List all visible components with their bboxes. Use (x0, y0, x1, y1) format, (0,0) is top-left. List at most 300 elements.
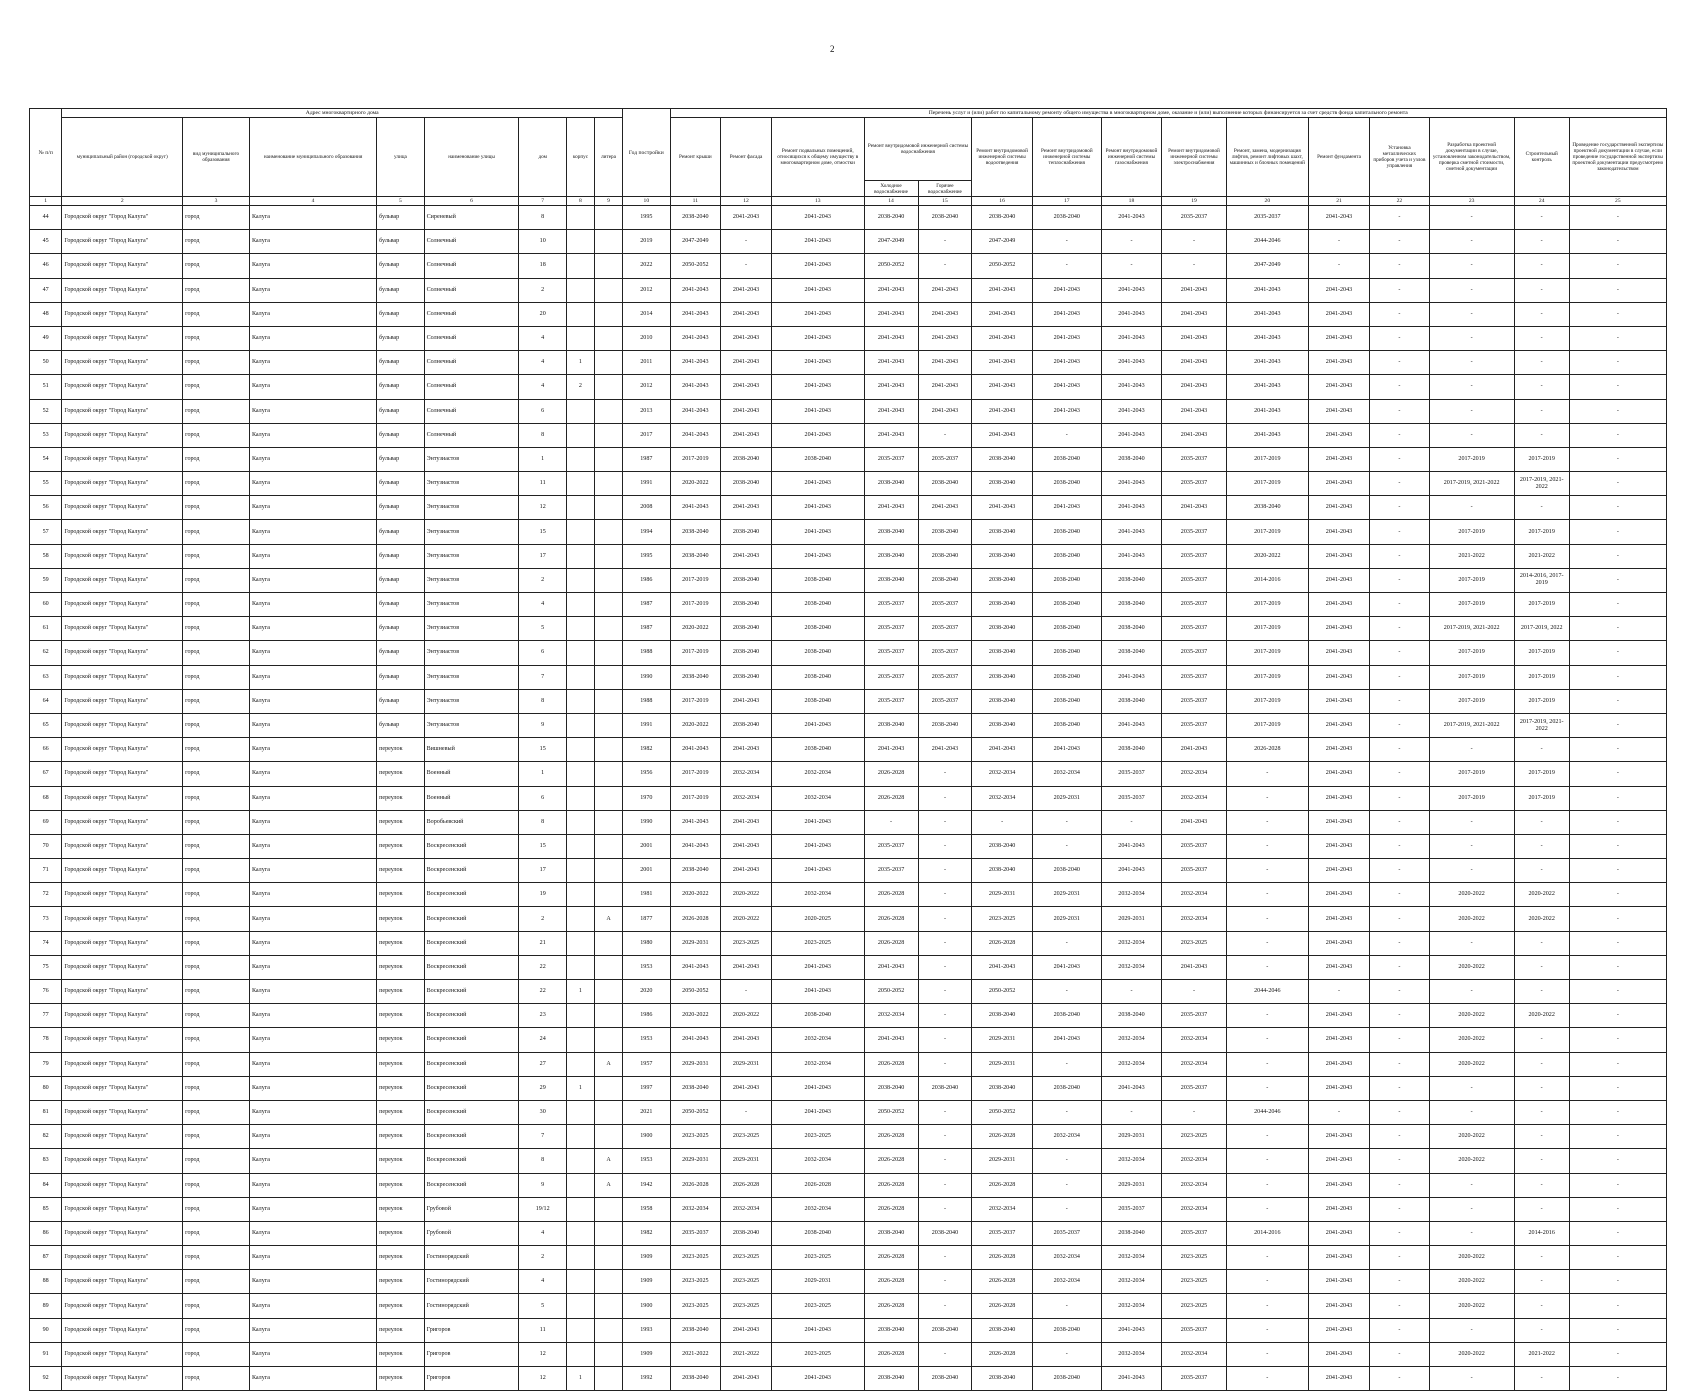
table-cell: - (1514, 351, 1569, 375)
table-cell (594, 544, 622, 568)
table-cell: 5 (519, 617, 566, 641)
table-cell: Солнечный (424, 326, 519, 350)
column-number: 25 (1569, 197, 1666, 206)
table-cell: - (918, 1294, 972, 1318)
table-cell (566, 1100, 594, 1124)
table-cell: 2038-2040 (721, 1221, 772, 1245)
table-cell: - (1226, 834, 1308, 858)
table-cell: 2035-2037 (1162, 593, 1227, 617)
table-cell: 1994 (623, 520, 670, 544)
header-supervision: Строительный контроль (1514, 118, 1569, 197)
table-cell: 2041-2043 (1032, 278, 1101, 302)
table-cell: - (918, 834, 972, 858)
table-cell: - (1370, 568, 1429, 592)
table-cell: А (594, 907, 622, 931)
table-cell (566, 955, 594, 979)
table-cell: Городской округ "Город Калуга" (62, 1294, 183, 1318)
table-cell: Военный (424, 786, 519, 810)
table-cell: 2041-2043 (918, 351, 972, 375)
table-cell: - (1226, 955, 1308, 979)
table-cell: город (183, 883, 250, 907)
table-cell: Энтузиастов (424, 568, 519, 592)
table-cell: 2023-2025 (670, 1125, 721, 1149)
table-cell: - (918, 980, 972, 1004)
header-house: дом (519, 118, 566, 197)
table-cell: - (1569, 1342, 1666, 1366)
table-row (30, 1028, 1667, 1052)
table-cell (594, 665, 622, 689)
table-cell: 2041-2043 (721, 1367, 772, 1391)
table-cell: - (1429, 399, 1514, 423)
table-cell: 2041-2043 (972, 326, 1032, 350)
table-cell: 70 (30, 834, 62, 858)
table-cell: 2041-2043 (1308, 859, 1369, 883)
table-cell: 2041-2043 (1308, 206, 1369, 230)
table-cell: 2029-2031 (670, 1149, 721, 1173)
table-cell: 2032-2034 (1162, 1197, 1227, 1221)
column-number: 15 (918, 197, 972, 206)
table-cell: 2041-2043 (864, 496, 918, 520)
table-cell: - (1569, 254, 1666, 278)
table-cell: переулок (377, 786, 424, 810)
table-cell: - (1370, 859, 1429, 883)
table-cell: 2041-2043 (1308, 375, 1369, 399)
table-cell: - (1514, 423, 1569, 447)
table-cell (566, 859, 594, 883)
table-cell: - (918, 1028, 972, 1052)
table-cell: 2023-2025 (1162, 1294, 1227, 1318)
table-cell: 2011 (623, 351, 670, 375)
table-cell: 1953 (623, 1028, 670, 1052)
table-cell (566, 230, 594, 254)
table-cell (566, 278, 594, 302)
table-cell: 2020-2022 (1514, 907, 1569, 931)
table-cell: 2023-2025 (1162, 931, 1227, 955)
table-row (30, 399, 1667, 423)
table-cell: 1900 (623, 1294, 670, 1318)
table-cell: Энтузиастов (424, 447, 519, 471)
table-cell: Воскресенский (424, 1125, 519, 1149)
table-cell: 2026-2028 (972, 1125, 1032, 1149)
table-cell: 2041-2043 (864, 351, 918, 375)
table-cell: 2038-2040 (972, 472, 1032, 496)
table-cell: - (1569, 1173, 1666, 1197)
table-cell: - (1032, 1294, 1101, 1318)
table-cell: 2026-2028 (864, 762, 918, 786)
table-cell: Калуга (249, 206, 376, 230)
table-cell (594, 1367, 622, 1391)
table-cell: 2038-2040 (1032, 1076, 1101, 1100)
table-cell: - (1370, 689, 1429, 713)
table-cell: 2038-2040 (771, 689, 864, 713)
table-cell: - (918, 1004, 972, 1028)
table-cell: Городской округ "Город Калуга" (62, 1367, 183, 1391)
column-number: 6 (424, 197, 519, 206)
table-cell: Энтузиастов (424, 496, 519, 520)
table-cell: - (1226, 786, 1308, 810)
table-cell: - (1429, 351, 1514, 375)
table-cell: 22 (519, 955, 566, 979)
table-cell: бульвар (377, 520, 424, 544)
table-row (30, 980, 1667, 1004)
table-cell: Городской округ "Город Калуга" (62, 665, 183, 689)
table-cell: 2041-2043 (1308, 1149, 1369, 1173)
table-cell: 2029-2031 (721, 1149, 772, 1173)
table-cell (566, 1318, 594, 1342)
table-cell: 4 (519, 593, 566, 617)
table-cell: 77 (30, 1004, 62, 1028)
table-row (30, 738, 1667, 762)
table-cell: город (183, 520, 250, 544)
table-cell: - (1569, 302, 1666, 326)
table-cell: 2038-2040 (972, 834, 1032, 858)
table-cell: 2017-2019 (1514, 786, 1569, 810)
table-cell: 2026-2028 (721, 1173, 772, 1197)
table-cell: Калуга (249, 423, 376, 447)
table-cell: - (918, 1149, 972, 1173)
table-cell: - (1514, 496, 1569, 520)
table-cell: 2020-2022 (1514, 1004, 1569, 1028)
table-cell: переулок (377, 1197, 424, 1221)
table-cell: А (594, 1052, 622, 1076)
table-cell: - (1101, 980, 1161, 1004)
table-cell: - (972, 810, 1032, 834)
table-cell: 1 (566, 1367, 594, 1391)
table-cell: 2041-2043 (1308, 931, 1369, 955)
table-cell: Воскресенский (424, 980, 519, 1004)
table-cell: 2041-2043 (1101, 665, 1161, 689)
table-cell: - (1429, 206, 1514, 230)
table-cell: Калуга (249, 883, 376, 907)
table-cell: 2032-2034 (1032, 1246, 1101, 1270)
table-cell: 2026-2028 (864, 1246, 918, 1270)
table-cell (594, 351, 622, 375)
table-cell: 1997 (623, 1076, 670, 1100)
table-cell: 2026-2028 (864, 907, 918, 931)
table-cell: 2032-2034 (1162, 1028, 1227, 1052)
table-cell: 2041-2043 (1308, 1246, 1369, 1270)
table-cell (566, 544, 594, 568)
table-cell: - (1370, 980, 1429, 1004)
table-cell: Энтузиастов (424, 544, 519, 568)
table-cell: 2038-2040 (918, 713, 972, 737)
table-cell: 2032-2034 (1032, 1125, 1101, 1149)
table-cell: переулок (377, 883, 424, 907)
table-cell: А (594, 1173, 622, 1197)
table-cell: 2017 (623, 423, 670, 447)
table-cell (566, 641, 594, 665)
table-cell (566, 1052, 594, 1076)
table-cell: 2041-2043 (1101, 302, 1161, 326)
table-cell: Городской округ "Город Калуга" (62, 278, 183, 302)
table-row (30, 278, 1667, 302)
table-cell: 2041-2043 (864, 326, 918, 350)
table-cell: - (1370, 931, 1429, 955)
table-cell: 2035-2037 (1162, 1221, 1227, 1245)
table-cell: 2032-2034 (1032, 762, 1101, 786)
table-cell (594, 617, 622, 641)
table-row (30, 1367, 1667, 1391)
column-number: 18 (1101, 197, 1161, 206)
table-cell: - (1569, 1197, 1666, 1221)
table-cell: бульвар (377, 617, 424, 641)
table-cell: - (1514, 326, 1569, 350)
table-cell: - (1569, 1367, 1666, 1391)
table-cell: 2020-2022 (1429, 1149, 1514, 1173)
table-cell: город (183, 689, 250, 713)
table-cell: 2041-2043 (771, 520, 864, 544)
table-cell: Калуга (249, 1173, 376, 1197)
table-cell: 2035-2037 (1101, 1197, 1161, 1221)
table-cell: Городской округ "Город Калуга" (62, 762, 183, 786)
table-cell: - (1370, 496, 1429, 520)
table-cell: 2041-2043 (1308, 907, 1369, 931)
table-cell: - (1514, 1076, 1569, 1100)
table-cell: Григоров (424, 1367, 519, 1391)
table-cell: - (1429, 1367, 1514, 1391)
table-cell: Воскресенский (424, 1028, 519, 1052)
table-cell: 2023-2025 (771, 1125, 864, 1149)
table-cell: - (1429, 738, 1514, 762)
table-cell: - (1569, 713, 1666, 737)
table-cell: - (1569, 375, 1666, 399)
table-cell (594, 399, 622, 423)
table-cell: 2026-2028 (972, 1270, 1032, 1294)
table-cell: 2041-2043 (1226, 351, 1308, 375)
table-cell: 2041-2043 (1162, 496, 1227, 520)
table-cell (594, 326, 622, 350)
table-cell: 49 (30, 326, 62, 350)
table-cell: - (1514, 1367, 1569, 1391)
table-cell: 2023-2025 (1162, 1270, 1227, 1294)
table-cell: 2026-2028 (670, 907, 721, 931)
table-cell: 2041-2043 (972, 351, 1032, 375)
table-cell: - (1308, 980, 1369, 1004)
table-cell: 2041-2043 (771, 254, 864, 278)
table-cell: 24 (519, 1028, 566, 1052)
table-cell: 1993 (623, 1318, 670, 1342)
table-cell: город (183, 326, 250, 350)
table-cell: 2032-2034 (1101, 883, 1161, 907)
table-cell (566, 302, 594, 326)
table-cell: - (1569, 544, 1666, 568)
table-cell: город (183, 1076, 250, 1100)
table-cell: 2041-2043 (1162, 351, 1227, 375)
table-cell: город (183, 278, 250, 302)
table-cell: - (1226, 1246, 1308, 1270)
table-cell: 1987 (623, 617, 670, 641)
table-cell: Воскресенский (424, 1004, 519, 1028)
table-cell: - (918, 859, 972, 883)
table-cell: 2001 (623, 859, 670, 883)
table-cell: Калуга (249, 326, 376, 350)
table-cell: Городской округ "Город Калуга" (62, 1028, 183, 1052)
table-cell (594, 1028, 622, 1052)
table-cell: 2020-2022 (1429, 1125, 1514, 1149)
table-cell: Городской округ "Город Калуга" (62, 1173, 183, 1197)
table-cell: Городской округ "Город Калуга" (62, 568, 183, 592)
table-cell: 2038-2040 (972, 1004, 1032, 1028)
table-cell: 2032-2034 (1101, 955, 1161, 979)
table-cell: 1988 (623, 689, 670, 713)
table-cell: город (183, 472, 250, 496)
table-cell: 78 (30, 1028, 62, 1052)
table-cell: 11 (519, 1318, 566, 1342)
table-cell: 2020-2022 (1226, 544, 1308, 568)
table-cell: - (1429, 931, 1514, 955)
table-cell: 2041-2043 (864, 399, 918, 423)
table-cell: 2038-2040 (1101, 689, 1161, 713)
table-cell: - (918, 1173, 972, 1197)
table-cell: 1981 (623, 883, 670, 907)
table-cell: город (183, 980, 250, 1004)
table-cell: 2041-2043 (771, 544, 864, 568)
table-cell: 2 (519, 568, 566, 592)
table-row (30, 544, 1667, 568)
table-cell: 1990 (623, 665, 670, 689)
table-cell: 20 (519, 302, 566, 326)
table-cell: 4 (519, 1221, 566, 1245)
table-cell: 2 (566, 375, 594, 399)
table-cell: - (1226, 1149, 1308, 1173)
table-cell: - (1569, 447, 1666, 471)
table-cell: 2023-2025 (670, 1294, 721, 1318)
table-cell: 2041-2043 (771, 278, 864, 302)
table-cell: 51 (30, 375, 62, 399)
table-cell: - (918, 1270, 972, 1294)
table-cell: - (1226, 1076, 1308, 1100)
table-cell: - (1370, 713, 1429, 737)
table-cell: 2020-2025 (771, 907, 864, 931)
table-row (30, 665, 1667, 689)
table-cell: 2038-2040 (771, 568, 864, 592)
table-cell: 2032-2034 (1101, 1294, 1161, 1318)
table-cell: - (1569, 278, 1666, 302)
table-cell: 2041-2043 (1308, 568, 1369, 592)
table-cell: 2026-2028 (972, 1342, 1032, 1366)
table-cell: - (1569, 568, 1666, 592)
table-cell: - (1370, 1270, 1429, 1294)
table-cell: 1 (566, 351, 594, 375)
table-cell: 2020-2022 (670, 472, 721, 496)
column-number: 21 (1308, 197, 1369, 206)
table-cell: 2021-2022 (670, 1342, 721, 1366)
table-cell: 2041-2043 (864, 278, 918, 302)
table-cell: Городской округ "Город Калуга" (62, 980, 183, 1004)
table-cell: 2038-2040 (1032, 859, 1101, 883)
table-cell (594, 955, 622, 979)
table-cell: 27 (519, 1052, 566, 1076)
table-cell: 2050-2052 (670, 1100, 721, 1124)
table-cell: Воскресенский (424, 907, 519, 931)
table-cell: - (1569, 907, 1666, 931)
table-cell: переулок (377, 738, 424, 762)
table-row (30, 713, 1667, 737)
table-cell: - (1162, 230, 1227, 254)
table-cell: город (183, 351, 250, 375)
table-cell: - (918, 1125, 972, 1149)
table-cell: - (721, 254, 772, 278)
header-litera: литера (594, 118, 622, 197)
table-cell: Военный (424, 762, 519, 786)
table-cell: 2041-2043 (771, 302, 864, 326)
table-cell: 2041-2043 (1101, 472, 1161, 496)
table-cell: - (1514, 206, 1569, 230)
header-street-type: улица (377, 118, 424, 197)
table-cell: 85 (30, 1197, 62, 1221)
table-cell: 2041-2043 (771, 1076, 864, 1100)
table-cell (594, 641, 622, 665)
table-cell: город (183, 907, 250, 931)
table-cell: 2035-2037 (1162, 472, 1227, 496)
table-cell: 2035-2037 (864, 859, 918, 883)
table-cell: - (1370, 1004, 1429, 1028)
table-cell (594, 230, 622, 254)
table-cell: 2041-2043 (771, 496, 864, 520)
table-cell: 2041-2043 (771, 230, 864, 254)
table-cell: - (1370, 955, 1429, 979)
table-cell: 2032-2034 (771, 786, 864, 810)
table-cell: 2014 (623, 302, 670, 326)
table-cell: Городской округ "Город Калуга" (62, 617, 183, 641)
table-cell: 2029-2031 (972, 1149, 1032, 1173)
table-cell: 2035-2037 (670, 1221, 721, 1245)
table-cell: - (1226, 1028, 1308, 1052)
table-cell (594, 568, 622, 592)
table-cell: 2035-2037 (1162, 713, 1227, 737)
table-cell: 9 (519, 1173, 566, 1197)
table-cell: 2041-2043 (1308, 423, 1369, 447)
table-cell: Воскресенский (424, 1173, 519, 1197)
table-cell: 2041-2043 (1032, 326, 1101, 350)
table-cell: Вишневый (424, 738, 519, 762)
table-cell: - (1569, 1076, 1666, 1100)
table-cell: 2035-2037 (1162, 520, 1227, 544)
table-cell: 2019 (623, 230, 670, 254)
table-cell: - (721, 1100, 772, 1124)
table-cell: 2032-2034 (721, 1197, 772, 1221)
table-cell: 2038-2040 (1032, 520, 1101, 544)
table-cell: 2041-2043 (771, 834, 864, 858)
table-cell: 2010 (623, 326, 670, 350)
table-cell (594, 1197, 622, 1221)
table-cell: 2020-2022 (1429, 907, 1514, 931)
table-cell: 2041-2043 (864, 738, 918, 762)
table-cell: переулок (377, 1318, 424, 1342)
table-cell: 61 (30, 617, 62, 641)
table-cell: 2041-2043 (1101, 1367, 1161, 1391)
table-cell: - (1226, 1173, 1308, 1197)
table-cell: - (1569, 1270, 1666, 1294)
table-cell: Городской округ "Город Калуга" (62, 1100, 183, 1124)
table-cell (566, 1342, 594, 1366)
table-cell: 2038-2040 (670, 1076, 721, 1100)
table-cell: 2032-2034 (1162, 1173, 1227, 1197)
table-cell: 2038-2040 (771, 1221, 864, 1245)
table-cell: 2041-2043 (1308, 447, 1369, 471)
table-cell: - (1032, 1100, 1101, 1124)
table-cell: 2035-2037 (1162, 447, 1227, 471)
column-number: 13 (771, 197, 864, 206)
table-cell: - (1514, 1173, 1569, 1197)
table-cell: - (1569, 931, 1666, 955)
table-cell: - (1370, 810, 1429, 834)
table-row (30, 883, 1667, 907)
table-cell: 17 (519, 544, 566, 568)
column-number: 20 (1226, 197, 1308, 206)
table-cell: 2038-2040 (972, 447, 1032, 471)
table-cell: 2038-2040 (864, 206, 918, 230)
